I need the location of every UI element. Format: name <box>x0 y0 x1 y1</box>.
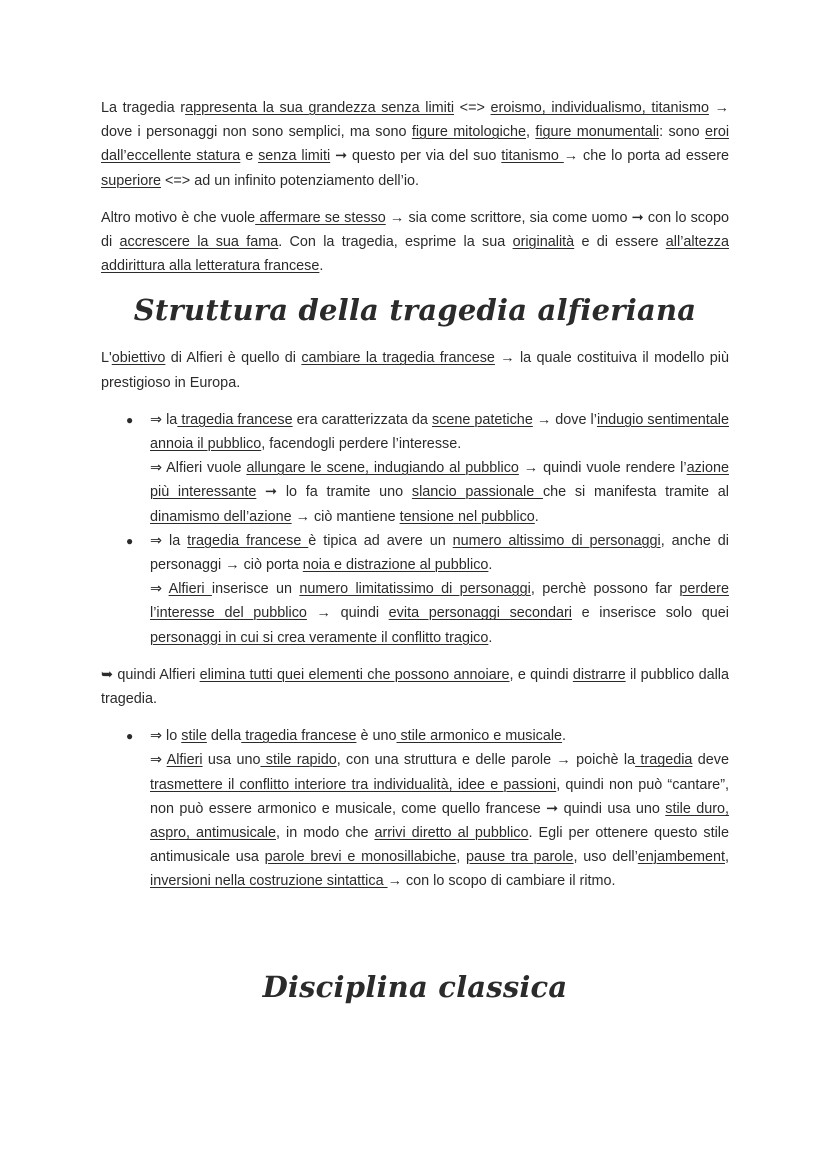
text-run: . Egli per ottenere questo stile antimusicale usa <box>150 825 729 866</box>
struttura-paragraph-1 <box>101 346 729 394</box>
text-run: e inserisce solo quei <box>571 605 729 622</box>
underlined-text: arrivi diretto al pubblico <box>374 825 529 842</box>
intro-paragraph-1 <box>101 96 729 193</box>
text-run: , <box>725 849 729 866</box>
list-item-line <box>150 748 729 893</box>
text-run: ⇒ lo <box>150 728 182 745</box>
text-run: Altro motivo è che vuole <box>101 209 256 226</box>
underlined-text: tragedia <box>635 752 693 769</box>
underlined-text: cambiare la tragedia francese <box>301 350 495 367</box>
underlined-text: tensione nel pubblico <box>399 508 535 525</box>
underlined-text: personaggi in cui si crea veramente il conflitto tragico <box>150 629 489 646</box>
text-run: il pubblico dalla tragedia. <box>101 666 730 708</box>
underlined-text: numero limitatissimo di personaggi <box>299 581 531 598</box>
underlined-text: all’altezza addirittura alla letteratura francese <box>101 234 729 275</box>
underlined-text: parole brevi e monosillabiche <box>264 849 457 866</box>
text-run: che si manifesta tramite al <box>542 484 729 501</box>
underlined-text: appresenta la sua grandezza senza limiti <box>185 100 455 116</box>
underlined-text: Alfieri <box>168 581 212 598</box>
text-run: di Alfieri è quello di <box>165 350 302 367</box>
underlined-text: affermare se stesso <box>255 209 386 226</box>
text-run: è uno <box>356 728 397 745</box>
text-run: della <box>206 728 242 745</box>
underlined-text: distrarre <box>572 666 626 683</box>
text-run: ⇒ la <box>150 532 188 549</box>
text-run: <=> ad un infinito potenziamento dell’io. <box>161 172 420 189</box>
underlined-text: slancio passionale <box>411 484 543 501</box>
text-run: La tragedia r <box>101 100 186 116</box>
text-run: → la quale costituiva il modello più prestigioso in Europa. <box>101 350 729 391</box>
text-run: inserisce un <box>211 581 300 598</box>
underlined-text: stile armonico e musicale <box>396 728 563 745</box>
text-run: , uso dell’ <box>573 849 638 866</box>
text-run: → sia come scrittore, sia come uomo ➞ con lo scopo di <box>101 209 729 251</box>
underlined-text: originalità <box>512 234 575 251</box>
list-item-line <box>150 456 729 529</box>
text-run: → che lo porta ad essere <box>563 148 730 165</box>
underlined-text: figure mitologiche <box>411 124 526 141</box>
text-run: . <box>534 508 539 525</box>
text-run: . <box>562 728 567 745</box>
bullet-icon: ● <box>126 729 134 744</box>
bullet-icon: ● <box>126 412 134 427</box>
underlined-text: evita personaggi secondari <box>388 605 572 622</box>
list-item-line <box>150 577 729 650</box>
underlined-text: Alfieri <box>166 752 203 769</box>
text-run: è tipica ad avere un <box>308 532 453 549</box>
underlined-text: eroismo, individualismo, titanismo <box>490 100 709 116</box>
text-run: ➞ questo per via del suo <box>330 148 502 165</box>
underlined-text: tragedia francese <box>241 728 357 745</box>
text-run: e di essere <box>574 234 666 251</box>
text-run: ⇒ <box>150 581 169 598</box>
underlined-text: pause tra parole <box>466 849 574 866</box>
list-item <box>126 724 729 893</box>
struttura-paragraph-2 <box>101 663 729 711</box>
text-run: ⇒ <box>150 752 167 769</box>
text-run: <=> <box>454 100 491 116</box>
list-item <box>126 529 729 650</box>
underlined-text: senza limiti <box>258 148 331 165</box>
underlined-text: stile <box>181 728 207 745</box>
text-run: , e quindi <box>509 666 573 683</box>
document-page <box>101 96 730 1004</box>
list-item <box>126 408 729 529</box>
text-run: , in modo che <box>276 825 375 842</box>
underlined-text: obiettivo <box>111 350 166 367</box>
underlined-text: perdere l’interesse del pubblico <box>150 581 729 622</box>
text-run: . <box>488 629 493 646</box>
text-run: . <box>488 557 493 574</box>
list-item-line <box>150 529 729 577</box>
text-run: , <box>526 124 536 141</box>
list-item-line <box>150 724 729 748</box>
text-run: ⇒ la <box>150 411 178 428</box>
underlined-text: stile rapido <box>260 752 337 769</box>
text-run: era caratterizzata da <box>292 411 432 428</box>
text-run: : sono <box>659 124 706 141</box>
underlined-text: superiore <box>101 172 161 189</box>
text-run: , perchè possono far <box>530 581 680 598</box>
struttura-bullet-list-1 <box>101 408 729 650</box>
underlined-text: indugio sentimentale annoia il pubblico <box>150 411 729 453</box>
text-run: L' <box>101 350 112 367</box>
underlined-text: scene patetiche <box>431 411 533 428</box>
text-run: , quindi non può “cantare”, non può essere armonico e musicale, come quello francese ➞ quindi usa uno <box>150 776 729 817</box>
text-run: → quindi <box>306 605 389 622</box>
underlined-text: eroi dall’eccellente statura <box>101 124 730 165</box>
underlined-text: noia e distrazione al pubblico <box>302 557 489 574</box>
underlined-text: tragedia francese <box>187 532 309 549</box>
underlined-text: inversioni nella costruzione sintattica <box>150 873 388 890</box>
text-run: . Con la tragedia, esprime la sua <box>278 234 513 251</box>
bullet-icon: ● <box>126 533 134 548</box>
underlined-text: azione più interessante <box>150 460 729 501</box>
underlined-text: tragedia francese <box>177 411 293 428</box>
underlined-text: numero altissimo di personaggi <box>452 532 661 549</box>
struttura-bullet-list-2 <box>101 724 729 893</box>
section-heading-struttura: Struttura della tragedia alfieriana <box>133 293 697 328</box>
underlined-text: elimina tutti quei elementi che possono annoiare <box>199 666 510 683</box>
text-run: , anche di personaggi → ciò porta <box>150 532 729 574</box>
text-run: , con una struttura e delle parole → poichè la <box>336 752 636 769</box>
underlined-text: accrescere la sua fama <box>119 234 279 251</box>
text-run: deve <box>692 752 729 769</box>
text-run: ⇒ Alfieri vuole <box>150 460 247 477</box>
text-run: usa uno <box>202 752 261 769</box>
text-run: → dove l’ <box>532 411 597 428</box>
text-run: , facendogli perdere l’interesse. <box>261 436 462 453</box>
underlined-text: allungare le scene, indugiando al pubblico <box>246 460 519 477</box>
underlined-text: figure monumentali <box>535 124 660 141</box>
text-run: → con lo scopo di cambiare il ritmo. <box>387 873 616 890</box>
underlined-text: enjambement <box>637 849 725 866</box>
underlined-text: dinamismo dell’azione <box>150 508 292 525</box>
intro-paragraph-2 <box>101 206 729 279</box>
text-run: ➞ lo fa tramite uno <box>256 484 412 501</box>
section-heading-disciplina: Disciplina classica <box>262 970 568 1004</box>
underlined-text: trasmettere il conflitto interiore tra individualità, idee e passioni <box>150 776 557 793</box>
underlined-text: titanismo <box>501 148 564 165</box>
underlined-text: stile duro, aspro, antimusicale <box>150 800 729 842</box>
list-item-line <box>150 408 729 456</box>
text-run: e <box>240 148 259 165</box>
text-run: ➥ quindi Alfieri <box>101 666 200 683</box>
text-run: → ciò mantiene <box>291 508 400 525</box>
text-run: → dove i personaggi non sono semplici, ma sono <box>101 100 729 141</box>
text-run: , <box>456 849 467 866</box>
text-run: . <box>319 258 324 275</box>
text-run: → quindi vuole rendere l’ <box>518 460 687 477</box>
